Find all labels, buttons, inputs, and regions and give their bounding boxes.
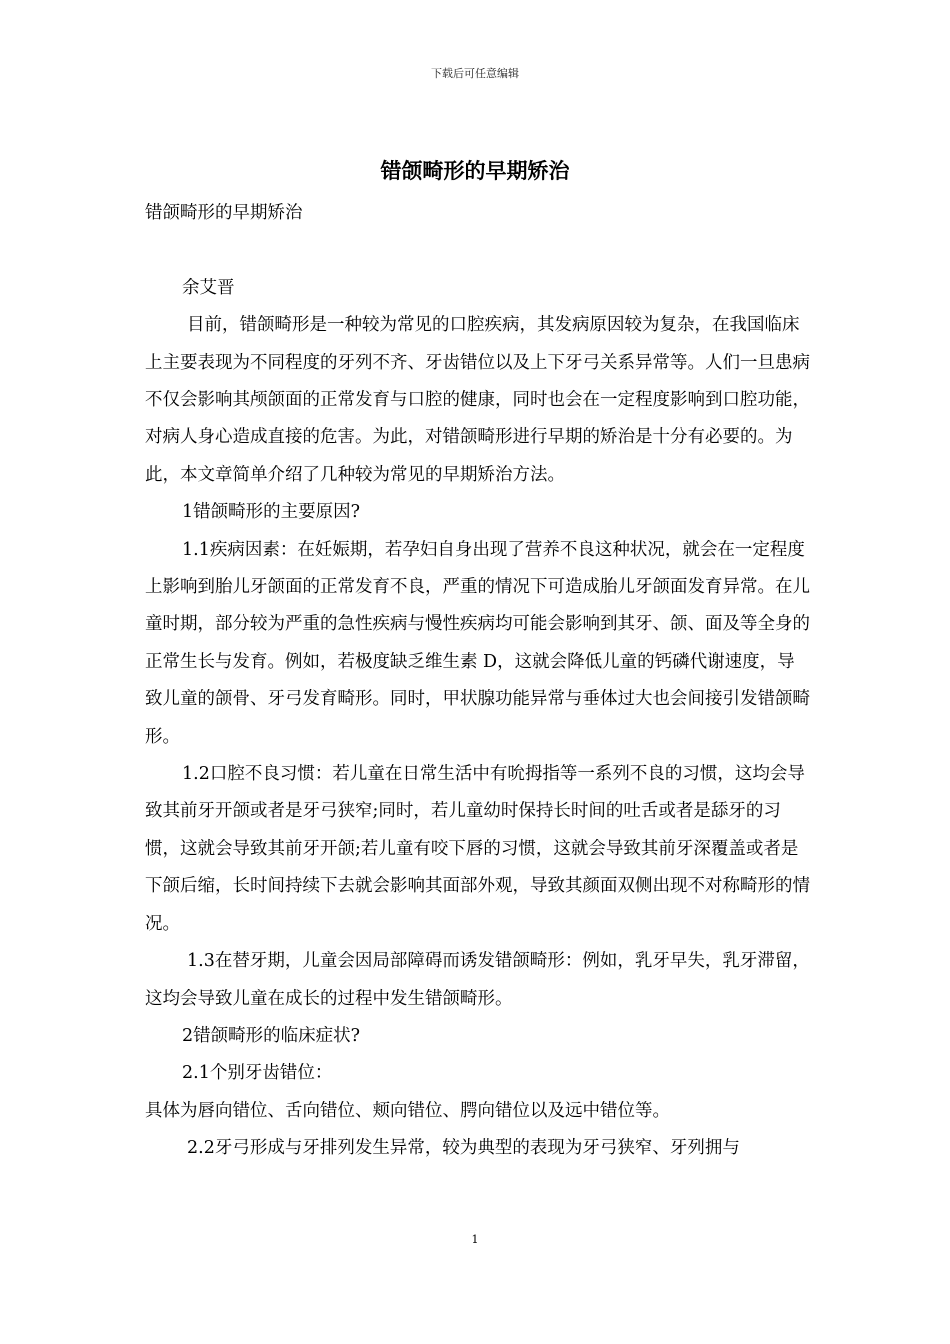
page-number: 1: [471, 1233, 479, 1246]
paragraph-2-1-body: 具体为唇向错位、舌向错位、颊向错位、腭向错位以及远中错位等。: [145, 1100, 670, 1121]
blank-line: [145, 232, 810, 269]
document-title: 错颌畸形的早期矫治: [380, 158, 570, 183]
paragraph-1-1: 1.1疾病因素：在妊娠期，若孕妇自身出现了营养不良这种状况，就会在一定程度上影响到胎儿牙颌面的正常发育不良，严重的情况下可造成胎儿牙颌面发育异常。在儿童时期，部分较为严重的急性疾病与慢性疾病均可能会影响到其牙、颌、面及等全身的正常生长与发育。例如，若极度缺乏维生素 D，这就会降低儿童的钙磷代谢速度，导致儿童的颌骨、牙弓发育畸形。同时，甲状腺功能异常与垂体过大也会间接引发错颌畸形。: [145, 539, 810, 747]
author-line: 余艾晋: [182, 277, 235, 298]
document-subtitle: 错颌畸形的早期矫治: [145, 203, 303, 223]
paragraph-1-2: 1.2口腔不良习惯：若儿童在日常生活中有吮拇指等一系列不良的习惯，这均会导致其前牙开颌或者是牙弓狭窄;同时，若儿童幼时保持长时间的吐舌或者是舔牙的习惯，这就会导致其前牙开颌;若儿童有咬下唇的习惯，这就会导致其前牙深覆盖或者是下颌后缩，长时间持续下去就会影响其面部外观，导致其颜面双侧出现不对称畸形的情况。: [145, 764, 810, 934]
paragraph-2-2: 2.2牙弓形成与牙排列发生异常，较为典型的表现为牙弓狭窄、牙列拥与: [187, 1138, 740, 1159]
section-heading-1: 1错颌畸形的主要原因?: [182, 502, 361, 523]
paragraph-2-1-heading: 2.1个别牙齿错位：: [182, 1063, 333, 1084]
section-heading-2: 2错颌畸形的临床症状?: [182, 1025, 361, 1046]
paragraph-intro: 目前，错颌畸形是一种较为常见的口腔疾病，其发病原因较为复杂，在我国临床上主要表现为不同程度的牙列不齐、牙齿错位以及上下牙弓关系异常等。人们一旦患病不仅会影响其颅颌面的正常发育与口腔的健康，同时也会在一定程度影响到口腔功能，对病人身心造成直接的危害。为此，对错颌畸形进行早期的矫治是十分有必要的。为此，本文章简单介绍了几种较为常见的早期矫治方法。: [145, 315, 810, 485]
document-body: [145, 195, 810, 1168]
paragraph-1-3: 1.3在替牙期，儿童会因局部障碍而诱发错颌畸形：例如，乳牙早失，乳牙滞留，这均会导致儿童在成长的过程中发生错颌畸形。: [145, 951, 810, 1009]
header-note: 下载后可任意编辑: [431, 67, 519, 80]
